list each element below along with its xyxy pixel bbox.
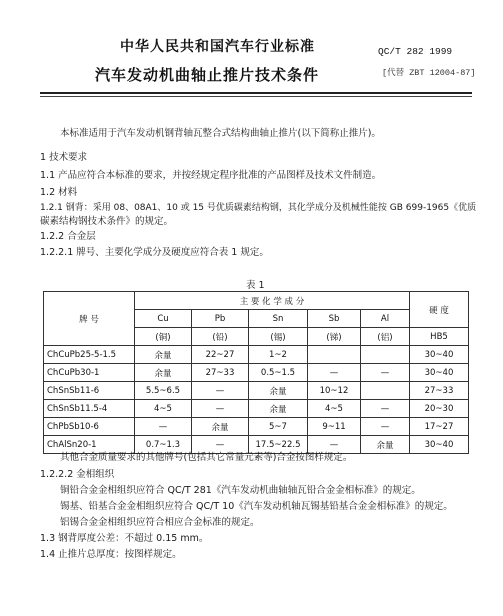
al-cell: —: [361, 364, 410, 382]
al-cell: —: [361, 400, 410, 418]
sn-cell: 余量: [249, 400, 308, 418]
table-header-composition: 主 要 化 学 成 分: [135, 292, 410, 310]
pb-cell: 27~33: [192, 364, 249, 382]
sb-cell: 10~12: [308, 382, 361, 400]
element-header: Sb: [308, 310, 361, 328]
grade-cell: ChSnSb11.5-4: [44, 400, 135, 418]
hb-cell: 20~30: [410, 400, 469, 418]
al-cell: —: [361, 418, 410, 436]
paragraph: 1.1 产品应符合本标准的要求，并按经规定程序批准的产品图样及技术文件制造。: [40, 170, 382, 181]
sn-cell: 17.5~22.5: [249, 436, 308, 454]
sn-cell: 余量: [249, 382, 308, 400]
paragraph: 铜铅合金金相组织应符合 QC/T 281《汽车发动机曲轴轴瓦铅合金金相标准》的规定。: [60, 485, 421, 496]
hb-cell: 27~33: [410, 382, 469, 400]
standard-number: QC/T 282 1999: [378, 46, 453, 57]
cu-cell: 余量: [135, 364, 192, 382]
sn-cell: 5~7: [249, 418, 308, 436]
al-cell: [361, 346, 410, 364]
table-row: [44, 364, 469, 382]
table-caption: 表 1: [246, 280, 265, 291]
element-header: Al: [361, 310, 410, 328]
pb-cell: 22~27: [192, 346, 249, 364]
table-note: 其他合金质量要求的其他牌号(包括其它常量元素等)合金按图样规定。: [60, 452, 353, 463]
grade-cell: ChCuPb25-5-1.5: [44, 346, 135, 364]
issuing-organization: 中华人民共和国汽车行业标准: [120, 39, 315, 55]
element-unit: (铝): [361, 328, 410, 346]
header-rule-thin: [40, 96, 472, 97]
table-header-grade: 牌 号: [44, 292, 135, 346]
paragraph: 铝锡合金金相组织应符合相应合金标准的规定。: [60, 517, 260, 528]
grade-cell: ChPbSb10-6: [44, 418, 135, 436]
table-row: [44, 418, 469, 436]
pb-cell: —: [192, 382, 249, 400]
sb-cell: 9~11: [308, 418, 361, 436]
table-header-hardness: 硬 度: [410, 292, 469, 328]
paragraph: 1.2.2.1 牌号、主要化学成分及硬度应符合表 1 规定。: [40, 247, 269, 258]
element-header: Cu: [135, 310, 192, 328]
sb-cell: —: [308, 436, 361, 454]
cu-cell: 4~5: [135, 400, 192, 418]
paragraph: 1.4 止推片总厚度：按图样规定。: [40, 549, 182, 560]
al-cell: 余量: [361, 436, 410, 454]
cu-cell: —: [135, 418, 192, 436]
scope-paragraph: 本标准适用于汽车发动机钢背轴瓦整合式结构曲轴止推片(以下简称止推片)。: [60, 128, 381, 139]
subsection-heading: 1.2 材料: [40, 187, 78, 198]
hb-cell: 30~40: [410, 436, 469, 454]
subsection-heading: 1.2.2 合金层: [40, 231, 96, 242]
paragraph: 1.3 钢背厚度公差：不超过 0.15 mm。: [40, 533, 209, 544]
al-cell: [361, 382, 410, 400]
sb-cell: —: [308, 364, 361, 382]
document-title: 汽车发动机曲轴止推片技术条件: [95, 66, 320, 84]
element-header: Sn: [249, 310, 308, 328]
paragraph: 1.2.1 钢背：采用 08、08A1、10 或 15 号优质碳素结构钢，其化学成分及机械性能按 GB 699-1965《优质: [40, 203, 477, 213]
sb-cell: 4~5: [308, 400, 361, 418]
grade-cell: ChAlSn20-1: [44, 436, 135, 454]
table-row: [44, 346, 469, 364]
replaces-note: [代替 ZBT 12004-87]: [382, 68, 476, 78]
hb-cell: 30~40: [410, 364, 469, 382]
subsection-heading: 1.2.2.2 金相组织: [40, 469, 115, 480]
sn-cell: 1~2: [249, 346, 308, 364]
composition-table: [43, 291, 469, 454]
paragraph: 锡基、铅基合金金相组织应符合 QC/T 10《汽车发动机轴瓦锡基铅基合金金相标准》的规定。: [60, 501, 453, 512]
section-heading: 1 技术要求: [40, 152, 88, 163]
grade-cell: ChCuPb30-1: [44, 364, 135, 382]
element-header: Pb: [192, 310, 249, 328]
element-unit: (铅): [192, 328, 249, 346]
header-rule: [40, 92, 472, 94]
hardness-unit: HB5: [410, 328, 469, 346]
sn-cell: 0.5~1.5: [249, 364, 308, 382]
element-unit: (铜): [135, 328, 192, 346]
pb-cell: —: [192, 400, 249, 418]
sb-cell: [308, 346, 361, 364]
cu-cell: 5.5~6.5: [135, 382, 192, 400]
cu-cell: 0.7~1.3: [135, 436, 192, 454]
pb-cell: 余量: [192, 418, 249, 436]
paragraph-continuation: 碳素结构钢技术条件》的规定。: [40, 216, 174, 227]
table-row: [44, 400, 469, 418]
pb-cell: —: [192, 436, 249, 454]
grade-cell: ChSnSb11-6: [44, 382, 135, 400]
element-unit: (锡): [249, 328, 308, 346]
hb-cell: 30~40: [410, 346, 469, 364]
table-row: [44, 382, 469, 400]
element-unit: (锑): [308, 328, 361, 346]
hb-cell: 17~27: [410, 418, 469, 436]
cu-cell: 余量: [135, 346, 192, 364]
